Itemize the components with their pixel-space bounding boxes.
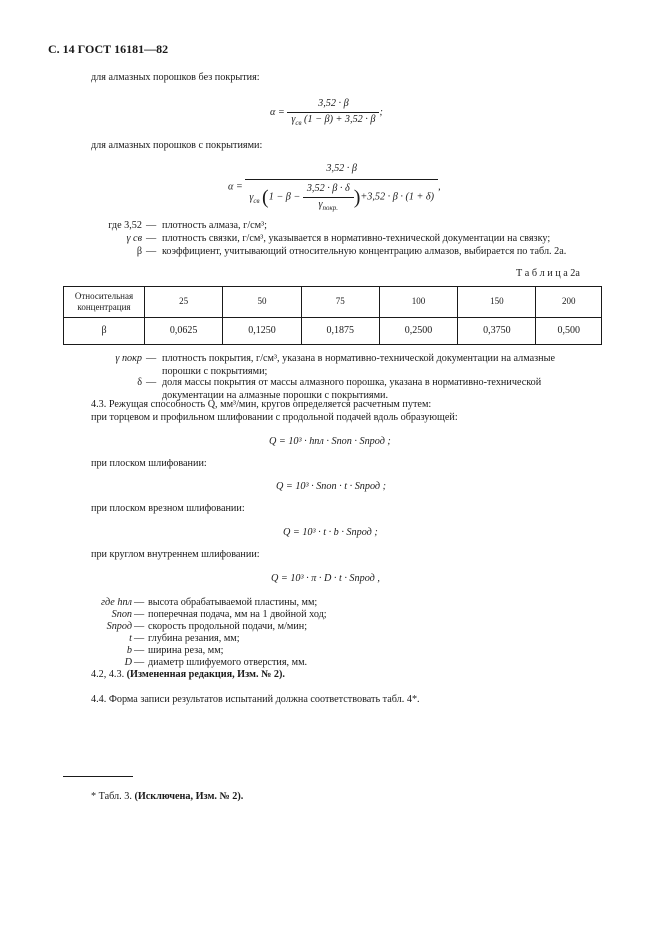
table-row-label: β bbox=[64, 318, 145, 345]
formula-face-grinding: Q = 10³ · hпл · Sпоп · Sпрод ; bbox=[269, 436, 391, 447]
table-col-header: 75 bbox=[301, 287, 379, 318]
paragraph-coating: для алмазных порошков с покрытиями: bbox=[91, 140, 263, 151]
formula-alpha-no-coating bbox=[270, 98, 383, 128]
formula2-inner-denominator: $\gamma_{покр.}$ bbox=[318, 198, 339, 212]
formula-plunge-grinding: Q = 10³ · t · b · Sпрод ; bbox=[283, 527, 378, 538]
table-cell: 0,1250 bbox=[223, 318, 301, 345]
edition-note: 4.2, 4.3. (Измененная редакция, Изм. № 2). bbox=[91, 669, 285, 680]
footnote-divider bbox=[63, 776, 133, 777]
formula1-fraction bbox=[287, 98, 379, 128]
formula-alpha-coating bbox=[228, 163, 441, 212]
table-col-header: 100 bbox=[379, 287, 457, 318]
table-col-header: 50 bbox=[223, 287, 301, 318]
paragraph-plunge-grinding: при плоском врезном шлифовании: bbox=[91, 503, 245, 514]
paragraph-face-grinding: при торцевом и профильном шлифовании с продольной подачей вдоль образующей: bbox=[91, 412, 458, 423]
formula1-numerator: 3,52 · β bbox=[287, 98, 379, 113]
table-cell: 0,500 bbox=[536, 318, 602, 345]
paragraph-4-4: 4.4. Форма записи результатов испытаний должна соответствовать табл. 4*. bbox=[91, 694, 420, 705]
table-row bbox=[64, 318, 602, 345]
formula1-end: ; bbox=[379, 107, 383, 119]
paragraph-no-coating: для алмазных порошков без покрытия: bbox=[91, 72, 260, 83]
concentration-table bbox=[63, 286, 602, 345]
formula2-denominator: $\gamma_{св}$ (1 − β − $\frac{3,52 \cdot \beta \cdot \delta}{\gamma_{покр.}}$ )+3,52 · β · (1 + δ) bbox=[249, 182, 435, 212]
paragraph-4-3: 4.3. Режущая способность Q, мм³/мин, кругов определяется расчетным путем: bbox=[91, 399, 432, 410]
formula2-inner-numerator: 3,52 · β · δ bbox=[303, 183, 354, 198]
formula2-numerator: 3,52 · β bbox=[245, 163, 438, 180]
formula-internal-grinding: Q = 10³ · π · D · t · Sпрод , bbox=[271, 573, 380, 584]
table-cell: 0,1875 bbox=[301, 318, 379, 345]
formula1-lhs: α = bbox=[270, 107, 285, 119]
table-col-header: 200 bbox=[536, 287, 602, 318]
formula2-lhs: α = bbox=[228, 181, 243, 193]
paragraph-flat-grinding: при плоском шлифовании: bbox=[91, 458, 207, 469]
table-cell: 0,3750 bbox=[458, 318, 536, 345]
paragraph-internal-grinding: при круглом внутреннем шлифовании: bbox=[91, 549, 260, 560]
table-cell: 0,0625 bbox=[145, 318, 223, 345]
table-header-row bbox=[64, 287, 602, 318]
formula-flat-grinding: Q = 10³ · Sпоп · t · Sпрод ; bbox=[276, 481, 387, 492]
formula2-inner-fraction bbox=[303, 183, 354, 213]
table-cell: 0,2500 bbox=[379, 318, 457, 345]
page-header: С. 14 ГОСТ 16181—82 bbox=[48, 42, 169, 56]
formula2-fraction bbox=[245, 163, 438, 212]
table-col-header: 25 bbox=[145, 287, 223, 318]
table-title: Т а б л и ц а 2а bbox=[516, 268, 580, 279]
table-col-header: 150 bbox=[458, 287, 536, 318]
formula1-denominator: $\gamma_{св}$ (1 − β) + 3,52 · β bbox=[291, 113, 376, 127]
footnote: * Табл. 3. (Исключена, Изм. № 2). bbox=[91, 791, 244, 802]
formula2-end: , bbox=[438, 181, 441, 193]
table-header-label: Относительная концентрация bbox=[64, 287, 145, 318]
